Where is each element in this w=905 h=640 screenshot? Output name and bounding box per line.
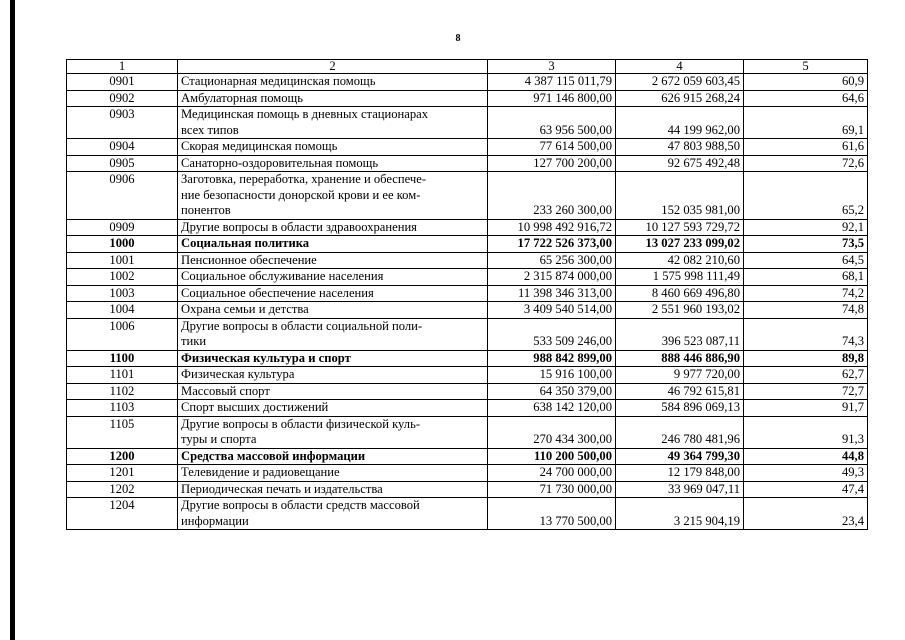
row-col4-value: 3 215 904,19 — [616, 498, 744, 530]
row-name — [178, 448, 488, 465]
row-name — [178, 155, 488, 172]
table-row — [67, 269, 868, 286]
row-name-line: Телевидение и радиовещание — [181, 465, 340, 479]
table-row — [67, 74, 868, 91]
table-row — [67, 367, 868, 384]
row-code: 1003 — [67, 285, 178, 302]
row-col3-value: 64 350 379,00 — [488, 383, 616, 400]
row-code: 1105 — [67, 416, 178, 448]
row-col5-value: 74,3 — [744, 318, 868, 350]
table-row — [67, 383, 868, 400]
header-cell-4: 4 — [616, 60, 744, 74]
row-code: 1200 — [67, 448, 178, 465]
row-name-line: Пенсионное обеспечение — [181, 252, 317, 267]
row-name-line: тики — [181, 334, 207, 348]
row-col4-value: 42 082 210,60 — [616, 252, 744, 269]
row-col4-value: 626 915 268,24 — [616, 90, 744, 107]
row-col4-value: 44 199 962,00 — [616, 107, 744, 139]
row-col3-value: 110 200 500,00 — [488, 448, 616, 465]
header-cell-2: 2 — [178, 60, 488, 74]
scan-edge-bar — [10, 0, 15, 640]
table-row — [67, 219, 868, 236]
row-name — [178, 350, 488, 367]
row-col3-value: 127 700 200,00 — [488, 155, 616, 172]
row-name — [178, 318, 488, 350]
row-name — [178, 90, 488, 107]
row-name — [178, 416, 488, 448]
row-col5-value: 68,1 — [744, 269, 868, 286]
row-code: 1001 — [67, 252, 178, 269]
row-name-line: Спорт высших достижений — [181, 400, 329, 414]
table-row — [67, 90, 868, 107]
row-col3-value: 63 956 500,00 — [488, 107, 616, 139]
table-row — [67, 448, 868, 465]
row-code: 0902 — [67, 90, 178, 107]
row-name-line: Заготовка, переработка, хранение и обеспече- — [181, 172, 427, 186]
row-name — [178, 236, 488, 253]
row-col5-value: 64,6 — [744, 90, 868, 107]
row-code: 1202 — [67, 481, 178, 498]
row-col4-value: 246 780 481,96 — [616, 416, 744, 448]
row-name-line: Средства массовой информации — [181, 448, 366, 463]
row-name-line: Амбулаторная помощь — [181, 90, 303, 105]
row-code: 1101 — [67, 367, 178, 384]
row-code: 0909 — [67, 219, 178, 236]
table-row — [67, 498, 868, 530]
row-col3-value: 77 614 500,00 — [488, 139, 616, 156]
row-name-line: Физическая культура — [181, 367, 295, 381]
row-name-line: Другие вопросы в области социальной поли- — [181, 318, 423, 333]
header-cell-1: 1 — [67, 60, 178, 74]
row-code: 1004 — [67, 302, 178, 319]
row-col4-value: 46 792 615,81 — [616, 383, 744, 400]
row-col4-value: 396 523 087,11 — [616, 318, 744, 350]
row-name-line: Охрана семьи и детства — [181, 302, 309, 316]
table-row — [67, 302, 868, 319]
row-col4-value: 2 672 059 603,45 — [616, 74, 744, 91]
row-col5-value: 65,2 — [744, 172, 868, 220]
row-name-line: Социальная политика — [181, 236, 310, 250]
row-name-line: информации — [181, 513, 249, 528]
row-code: 0903 — [67, 107, 178, 139]
row-col4-value: 2 551 960 193,02 — [616, 302, 744, 319]
row-name-line: Другие вопросы в области здравоохранения — [181, 219, 417, 234]
page-number: 8 — [455, 33, 461, 44]
row-code: 0901 — [67, 74, 178, 91]
row-col3-value: 65 256 300,00 — [488, 252, 616, 269]
row-col5-value: 23,4 — [744, 498, 868, 530]
row-name — [178, 481, 488, 498]
row-name — [178, 219, 488, 236]
row-name-line: Другие вопросы в области средств массовой — [181, 498, 420, 512]
row-col3-value: 233 260 300,00 — [488, 172, 616, 220]
row-col3-value: 13 770 500,00 — [488, 498, 616, 530]
table-row — [67, 318, 868, 350]
row-col4-value: 1 575 998 111,49 — [616, 269, 744, 286]
row-code: 1204 — [67, 498, 178, 530]
row-col4-value: 9 977 720,00 — [616, 367, 744, 384]
row-col5-value: 44,8 — [744, 448, 868, 465]
budget-table — [66, 59, 868, 530]
row-name-line: Другие вопросы в области физической куль- — [181, 416, 421, 431]
row-code: 1002 — [67, 269, 178, 286]
row-name-line: Периодическая печать и издательства — [181, 481, 383, 496]
row-col4-value: 92 675 492,48 — [616, 155, 744, 172]
table-row — [67, 481, 868, 498]
row-code: 1201 — [67, 465, 178, 482]
row-name — [178, 252, 488, 269]
row-col5-value: 60,9 — [744, 74, 868, 91]
row-name-line: всех типов — [181, 122, 239, 137]
row-name — [178, 302, 488, 319]
row-col5-value: 74,8 — [744, 302, 868, 319]
row-col5-value: 62,7 — [744, 367, 868, 384]
table-row — [67, 236, 868, 253]
row-name-line: Физическая культура и спорт — [181, 350, 351, 365]
row-col3-value: 71 730 000,00 — [488, 481, 616, 498]
row-name — [178, 74, 488, 91]
row-col5-value: 89,8 — [744, 350, 868, 367]
row-col4-value: 49 364 799,30 — [616, 448, 744, 465]
row-col4-value: 47 803 988,50 — [616, 139, 744, 156]
row-name — [178, 139, 488, 156]
row-col4-value: 10 127 593 729,72 — [616, 219, 744, 236]
row-col3-value: 2 315 874 000,00 — [488, 269, 616, 286]
table-row — [67, 465, 868, 482]
row-name — [178, 269, 488, 286]
row-col4-value: 8 460 669 496,80 — [616, 285, 744, 302]
row-code: 0904 — [67, 139, 178, 156]
row-col3-value: 3 409 540 514,00 — [488, 302, 616, 319]
row-name — [178, 285, 488, 302]
row-name-line: Социальное обеспечение населения — [181, 285, 374, 300]
row-col4-value: 888 446 886,90 — [616, 350, 744, 367]
row-name-line: Скорая медицинская помощь — [181, 139, 338, 153]
row-col3-value: 988 842 899,00 — [488, 350, 616, 367]
row-col3-value: 15 916 100,00 — [488, 367, 616, 384]
table-row — [67, 139, 868, 156]
row-name-line: ние безопасности донорской крови и ее ком- — [181, 187, 421, 202]
row-col3-value: 638 142 120,00 — [488, 400, 616, 417]
row-col3-value: 17 722 526 373,00 — [488, 236, 616, 253]
row-name — [178, 383, 488, 400]
row-col3-value: 533 509 246,00 — [488, 318, 616, 350]
row-col3-value: 270 434 300,00 — [488, 416, 616, 448]
row-name-line: Медицинская помощь в дневных стационарах — [181, 107, 429, 121]
row-code: 1103 — [67, 400, 178, 417]
row-code: 1100 — [67, 350, 178, 367]
budget-table-body — [67, 60, 868, 530]
table-row — [67, 107, 868, 139]
row-col4-value: 584 896 069,13 — [616, 400, 744, 417]
row-col5-value: 72,7 — [744, 383, 868, 400]
table-row — [67, 416, 868, 448]
table-row — [67, 285, 868, 302]
row-name-line: Массовый спорт — [181, 383, 270, 398]
row-col5-value: 91,3 — [744, 416, 868, 448]
row-name-line: понентов — [181, 203, 231, 217]
row-code: 0905 — [67, 155, 178, 172]
row-col5-value: 49,3 — [744, 465, 868, 482]
row-col5-value: 74,2 — [744, 285, 868, 302]
row-col4-value: 12 179 848,00 — [616, 465, 744, 482]
header-cell-5: 5 — [744, 60, 868, 74]
row-name — [178, 107, 488, 139]
row-col5-value: 73,5 — [744, 236, 868, 253]
row-col5-value: 61,6 — [744, 139, 868, 156]
row-col3-value: 24 700 000,00 — [488, 465, 616, 482]
row-code: 1000 — [67, 236, 178, 253]
row-name-line: Стационарная медицинская помощь — [181, 74, 376, 88]
row-name-line: туры и спорта — [181, 432, 257, 446]
row-code: 1102 — [67, 383, 178, 400]
row-col5-value: 91,7 — [744, 400, 868, 417]
row-code: 0906 — [67, 172, 178, 220]
table-row — [67, 252, 868, 269]
row-name — [178, 367, 488, 384]
row-name — [178, 465, 488, 482]
table-row — [67, 155, 868, 172]
row-col4-value: 13 027 233 099,02 — [616, 236, 744, 253]
row-col5-value: 64,5 — [744, 252, 868, 269]
row-col3-value: 10 998 492 916,72 — [488, 219, 616, 236]
table-header-row — [67, 60, 868, 74]
row-col3-value: 971 146 800,00 — [488, 90, 616, 107]
row-col5-value: 72,6 — [744, 155, 868, 172]
row-name-line: Социальное обслуживание населения — [181, 269, 384, 283]
row-code: 1006 — [67, 318, 178, 350]
row-name — [178, 172, 488, 220]
row-col4-value: 33 969 047,11 — [616, 481, 744, 498]
table-row — [67, 400, 868, 417]
table-row — [67, 350, 868, 367]
row-col3-value: 11 398 346 313,00 — [488, 285, 616, 302]
row-name-line: Санаторно-оздоровительная помощь — [181, 155, 379, 170]
row-col5-value: 47,4 — [744, 481, 868, 498]
row-name — [178, 400, 488, 417]
table-row — [67, 172, 868, 220]
header-cell-3: 3 — [488, 60, 616, 74]
row-col5-value: 92,1 — [744, 219, 868, 236]
row-col4-value: 152 035 981,00 — [616, 172, 744, 220]
row-col5-value: 69,1 — [744, 107, 868, 139]
row-col3-value: 4 387 115 011,79 — [488, 74, 616, 91]
row-name — [178, 498, 488, 530]
